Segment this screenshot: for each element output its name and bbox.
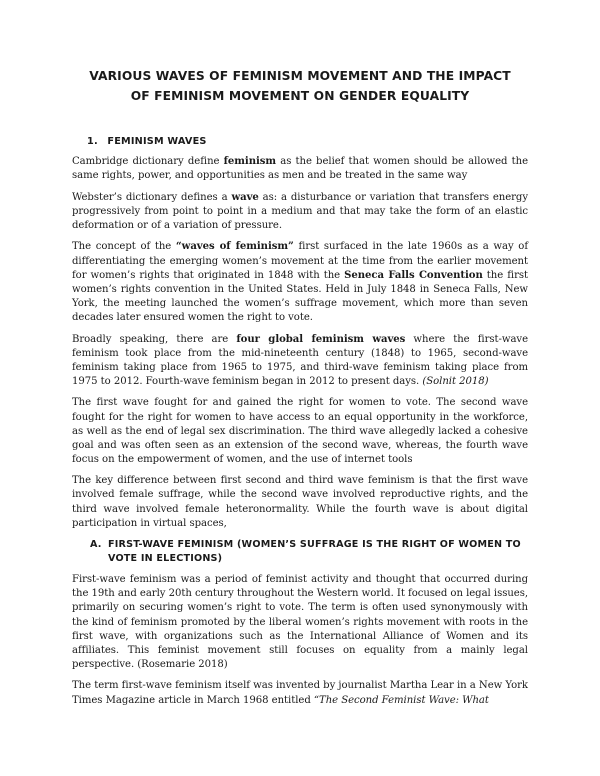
text-run: first surfaced in the late 1960s as a way of differentiating the emerging women’s movement at the time from the earlier movement for women’s rights that originated in 1848 with the	[72, 241, 529, 281]
paragraph-wave-definition	[72, 191, 528, 233]
paragraph-four-waves	[72, 333, 528, 389]
text-run: Webster’s dictionary defines a	[72, 191, 232, 203]
bold-term-four-waves: four global feminism waves	[236, 333, 406, 345]
paragraph-waves-concept	[72, 240, 528, 325]
paragraph-first-wave: First-wave feminism was a period of feminist activity and thought that occurred during the 19th and early 20th century throughout the Western world. It focused on legal issues, primarily on securing women’s right to vote. The term is often used synonymously with the kind of feminism promoted by the liberal women’s rights movement with roots in the first wave, with organizations such as the International Alliance of Women and its affiliates. This feminist movement still focuses on equality from a mainly legal perspective. (Rosemarie 2018)	[72, 574, 528, 670]
text-run: The term first-wave feminism itself was invented by journalist Martha Lear in a New York Times Magazine article in March 1968 entitled	[72, 680, 528, 706]
paragraph-key-difference: The key difference between first second and third wave feminism is that the first wave involved female suffrage, while the second wave involved reproductive rights, and the third wave involved female heteronormality. While the fourth wave is about digital participation in virtual spaces,	[72, 475, 528, 529]
text-run: as: a disturbance or variation that transfers energy progressively from point to point in a medium and that may take the form of an elastic deformation or of a variation of pressure.	[72, 191, 528, 231]
subsection-letter: A.	[90, 539, 102, 551]
text-run: where the first-wave feminism took place from the mid-nineteenth century (1848) to 1965, second-wave feminism taking place from 1965 to 1975, and third-wave feminism taking place from 1975 to 2012. Fourth-wave feminism began in 2012 to present days.	[72, 333, 528, 387]
paragraph-term-origin	[72, 679, 528, 707]
text-run: The concept of the	[72, 241, 176, 253]
text-run: the first women’s rights convention in the United States. Held in July 1848 in Seneca Falls, New York, the meeting launched the women’s suffrage movement, which more than seven decades later ensured women the right to vote.	[72, 269, 528, 323]
section-number: 1.	[87, 136, 98, 147]
paragraph-wave-goals: The first wave fought for and gained the right for women to vote. The second wave fought for the right for women to have access to an equal opportunity in the workforce, as well as the end of legal sex discrimination. The third wave allegedly lacked a cohesive goal and was often seen as an extension of the second wave, whereas, the fourth wave focus on the empowerment of women, and the use of internet tools	[72, 397, 528, 465]
paragraph-feminism-definition	[72, 155, 528, 183]
subsection-heading-first-wave	[72, 538, 528, 566]
document-title	[72, 66, 528, 106]
citation-solnit: (Solnit 2018)	[422, 375, 489, 387]
section-heading-feminism-waves	[87, 136, 528, 147]
text-run: Broadly speaking, there are	[72, 333, 237, 345]
bold-term-wave: wave	[231, 191, 259, 203]
text-run: as the belief that women should be allowed the same rights, power, and opportunities as men and be treated in the same way	[72, 156, 528, 182]
bold-term-feminism: feminism	[223, 156, 277, 167]
section-title: FEMINISM WAVES	[107, 136, 207, 147]
subsection-title: FIRST-WAVE FEMINISM (WOMEN’S SUFFRAGE IS THE RIGHT OF WOMEN TO VOTE IN ELECTIONS)	[108, 539, 521, 565]
title-line-2: OF FEMINISM MOVEMENT ON GENDER EQUALITY	[130, 89, 470, 103]
title-line-1: VARIOUS WAVES OF FEMINISM MOVEMENT AND THE IMPACT	[89, 69, 511, 83]
article-title-italic: “The Second Feminist Wave: What	[313, 694, 489, 706]
bold-term-seneca-falls: Seneca Falls Convention	[344, 269, 483, 281]
text-run: Cambridge dictionary define	[72, 156, 224, 167]
bold-term-waves-of-feminism: “waves of feminism”	[175, 241, 294, 253]
